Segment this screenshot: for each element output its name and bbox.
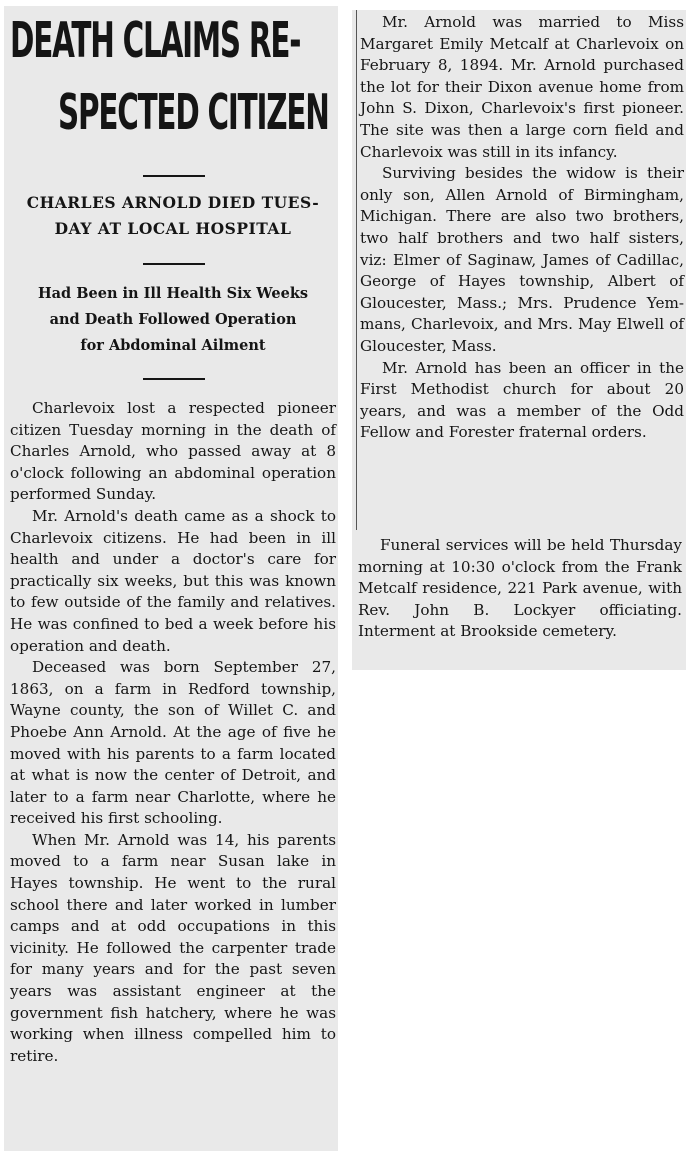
paragraph: Mr. Arnold has been an officer in the First Methodist church for about 20 years, and was a member of the Odd Fellow and Forester fraternal orders. — [360, 358, 684, 442]
divider-3 — [143, 378, 205, 380]
left-article-body — [10, 398, 336, 1067]
paragraph: Charlevoix lost a respected pioneer citizen Tuesday morning in the death of Charles Arnold, who passed away at 8 o'clock following an abdominal operation performed Sunday. — [10, 399, 336, 504]
deck-2-line-2: and Death Followed Operation — [49, 311, 297, 328]
divider-1 — [143, 175, 205, 177]
headline-line-1: DEATH CLAIMS RE- — [10, 12, 301, 69]
paragraph: Funeral services will be held Thursday morning at 10:30 o'clock from the Frank Metcalf residence, 221 Park avenue, with Rev. John B. Lockyer officiating. Interment at Brookside cemetery. — [358, 536, 682, 641]
deck-1-line-2: DAY AT LOCAL HOSPITAL — [54, 219, 292, 238]
deck-2-line-1: Had Been in Ill Health Six Weeks — [37, 285, 309, 302]
headline-line-2: SPECTED CITIZEN — [58, 84, 329, 141]
paragraph: Surviving besides the widow is their only son, Allen Arnold of Birmingham, Michigan. There are also two brothers, two half brothers and two half sisters, viz: Elmer of Saginaw, James of Cadillac, George of Hayes township, Albert of Gloucester, Mass.; Mrs. Prudence Yemmans, Charlevoix, and Mrs. May Elwell of Gloucester, Mass. — [360, 164, 684, 355]
deck-1 — [6, 190, 340, 242]
deck-2 — [6, 281, 340, 359]
funeral-notice — [358, 535, 682, 643]
paragraph: Deceased was born September 27, 1863, on a farm in Redford township, Wayne county, the son of Willet C. and Phoebe Ann Arnold. At the age of five he moved with his parents to a farm located at what is now the center of Detroit, and later to a farm near Charlotte, where he received his first schooling. — [10, 658, 336, 828]
paragraph: Mr. Arnold's death came as a shock to Charlevoix citizens. He had been in ill health and under a doctor's care for practically six weeks, but this was known to few outside of the family and relatives. He was confined to bed a week before his operation and death. — [10, 506, 336, 655]
divider-2 — [143, 263, 205, 265]
right-article-body — [360, 12, 684, 444]
paragraph: When Mr. Arnold was 14, his parents moved to a farm near Susan lake in Hayes township. He went to the rural school there and later worked in lumber camps and at odd occupations in this vicinity. He followed the carpenter trade for many years and for the past seven years was assistant engineer at the government fish hatchery, where he was working when illness compelled him to retire. — [10, 830, 336, 1065]
paragraph: Mr. Arnold was married to Miss Margaret Emily Metcalf at Charlevoix on February 8, 1894. Mr. Arnold purchased the lot for their Dixon avenue home from John S. Dixon, Charlevoix's first pioneer. The site was then a large corn field and Charlevoix was still in its infancy. — [360, 13, 684, 161]
deck-2-line-3: for Abdominal Ailment — [80, 337, 266, 354]
deck-1-line-1: CHARLES ARNOLD DIED TUES- — [26, 193, 320, 212]
column-rule — [356, 10, 357, 530]
